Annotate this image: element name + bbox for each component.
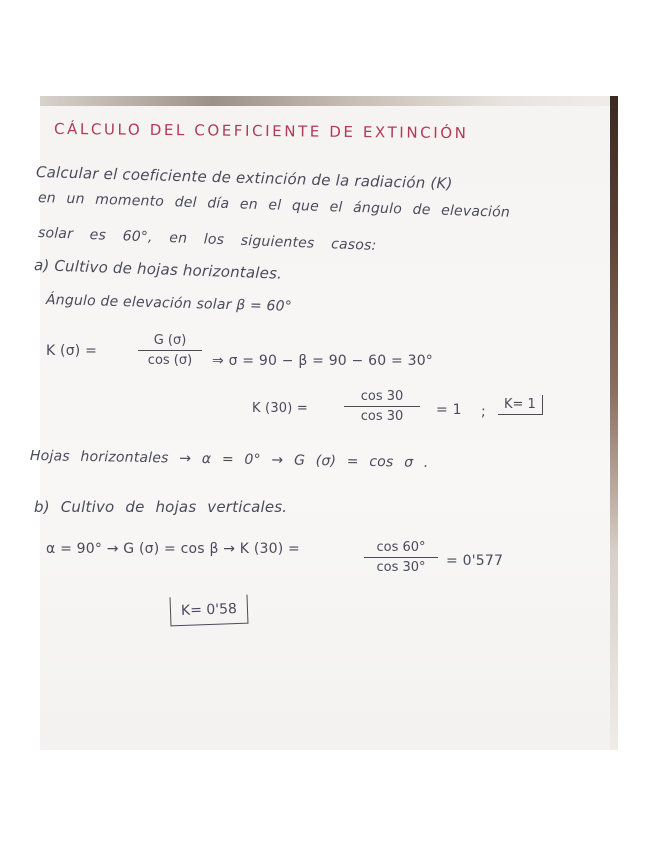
part-b-result: = 0'577: [446, 553, 504, 569]
part-a-angle-line: Ángulo de elevación solar β = 60°: [45, 292, 293, 315]
part-b-boxed-answer: K= 0'58: [170, 595, 249, 627]
sigma-equation: ⇒ σ = 90 − β = 90 − 60 = 30°: [212, 353, 434, 369]
k30-separator: ;: [481, 404, 486, 420]
k30-lhs: K (30) =: [252, 401, 308, 416]
paper-right-edge: [610, 96, 618, 750]
k30-boxed-answer: K= 1: [498, 395, 543, 415]
paper-top-edge: [40, 96, 618, 106]
part-b-fraction: [364, 540, 438, 575]
part-b-formula: α = 90° → G (σ) = cos β → K (30) =: [46, 541, 300, 557]
k-sigma-numerator: G (σ): [153, 333, 187, 348]
k30-denominator: cos 30: [360, 409, 404, 425]
intro-line-2: en un momento del día en el que el ángulo de elevación: [37, 190, 511, 221]
intro-line-3: solar es 60°, en los siguientes casos:: [37, 225, 377, 254]
page-title: CÁLCULO DEL COEFICIENTE DE EXTINCIÓN: [53, 119, 469, 143]
part-b-heading: b) Cultivo de hojas verticales.: [34, 498, 288, 516]
k30-numerator: cos 30: [360, 389, 404, 404]
k-sigma-denominator: cos (σ): [147, 353, 193, 369]
part-b-numerator: cos 60°: [376, 540, 426, 555]
intro-line-1: Calcular el coeficiente de extinción de la radiación (K): [35, 163, 453, 193]
hojas-horizontales-line: Hojas horizontales → α = 0° → G (σ) = cos σ .: [29, 448, 429, 471]
k30-fraction: [344, 389, 420, 424]
k30-result: = 1: [436, 402, 462, 418]
part-b-denominator: cos 30°: [376, 560, 426, 576]
k-sigma-lhs: K (σ) =: [46, 343, 98, 359]
k-sigma-fraction: [138, 333, 202, 368]
part-a-heading: a) Cultivo de hojas horizontales.: [33, 256, 283, 283]
